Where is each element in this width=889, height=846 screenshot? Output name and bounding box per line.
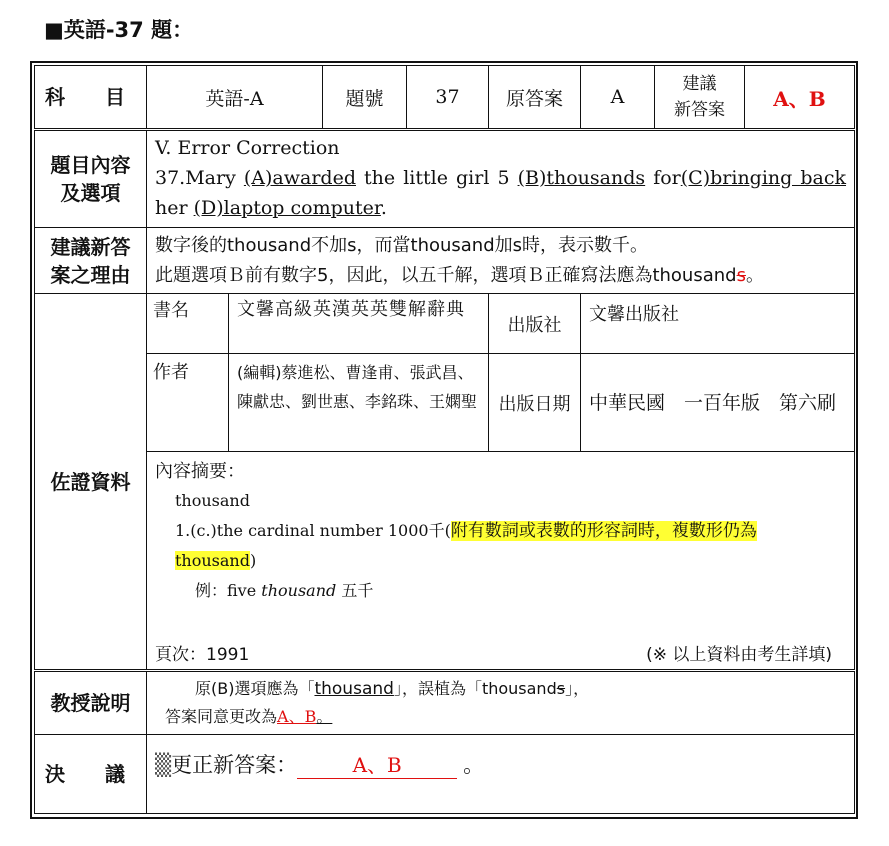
professor-line-1 [155,675,846,703]
professor-label: 教授說明 [35,671,147,735]
decision-answer: A、B [297,749,457,779]
q-mid2: for [645,167,681,189]
reason-label-2: 案之理由 [50,262,131,287]
reason-row [35,228,855,294]
definition [155,516,846,546]
reason-label-1: 建議新答 [50,234,131,259]
option-d: (D)laptop computer [193,197,381,219]
subject-row [35,66,855,130]
page-heading [44,14,193,44]
definition-prefix: 1.(c.)the cardinal number 1000千( [175,521,451,540]
suggest-value: A、B [745,66,855,130]
question-content [147,130,855,228]
definition-cont [155,546,846,576]
pubdate-value: 中華民國 一百年版 第六刷 [581,354,855,452]
qnum-label: 題號 [323,66,407,130]
decision-label: 決 議 [45,762,125,786]
q-mid1: the little girl 5 [356,167,518,189]
answer-review-table [34,65,855,814]
question-section: V. Error Correction [155,137,340,159]
definition-close: ) [249,551,257,570]
prof-line2-end: 。 [316,707,333,726]
reason-struck-s: s [736,264,746,286]
note: (※ 以上資料由考生詳填) [646,645,832,665]
question-label-2: 及選項 [60,181,121,205]
reason-content [147,228,855,294]
prof-correct-word: thousand [314,679,394,699]
decision-text: 更正新答案： [171,753,298,777]
reason-label-cell [35,228,147,294]
subject-label: 科 目 [45,85,125,109]
author-row [35,354,855,452]
book-row [35,294,855,354]
question-label-1: 題目內容 [50,153,131,177]
summary-row [35,452,855,671]
reason-line-2-end: 。 [745,264,764,286]
book-label: 書名 [147,294,229,354]
subject-value: 英語-A [147,66,323,130]
orig-answer-value: A [581,66,655,130]
professor-content [147,671,855,735]
reason-line-2 [155,261,846,291]
prof-line1-c: 」， [565,679,590,698]
book-value: 文馨高級英漢英英雙解辭典 [229,294,489,354]
subject-label-cell [35,66,147,130]
option-b: (B)thousands [517,167,646,189]
reason-line-2-text: 此題選項Ｂ前有數字5，因此，以五千解，選項Ｂ正確寫法應為thousand [155,264,737,286]
definition-highlight-2: thousand [175,551,250,570]
decision-end: 。 [463,753,485,777]
prof-line1-a: 原(B)選項應為「 [195,679,315,698]
prof-struck-s: s [556,679,566,698]
author-value: (編輯)蔡進松、曹逢甫、張武昌、陳獻忠、劉世惠、李銘珠、王嫻聖 [229,354,489,452]
square-bullet: ■ [44,18,64,42]
orig-answer-label: 原答案 [489,66,581,130]
question-sentence [155,163,846,223]
suggest-label-2: 新答案 [674,100,725,120]
option-a: (A)awarded [243,167,356,189]
pubdate-label: 出版日期 [489,354,581,452]
page-number: 頁次：1991 [155,645,250,665]
example-word: thousand [261,581,337,600]
entry-word: thousand [175,491,250,510]
question-label-cell [35,130,147,228]
q-mid3: her [155,197,194,219]
prof-line2-a: 答案同意更改為 [165,707,278,726]
q-end: . [380,197,387,219]
professor-row [35,671,855,735]
publisher-value: 文馨出版社 [581,294,855,354]
example [155,576,846,606]
checkbox-icon: ▒ [155,753,172,777]
suggest-label-1: 建議 [682,74,717,94]
example-label: 例：five [195,581,262,600]
definition-highlight-1: 附有數詞或表數的形容詞時，複數形仍為 [450,521,757,541]
professor-line-2 [155,703,846,731]
q-prefix: 37.Mary [155,167,244,189]
publisher-label: 出版社 [489,294,581,354]
evidence-label: 佐證資料 [35,294,147,671]
heading-title: 英語-37 題： [63,18,194,42]
reason-line-1: 數字後的thousand不加s，而當thousand加s時，表示數千。 [155,234,649,256]
question-row [35,130,855,228]
summary-label: 內容摘要： [155,461,245,482]
author-label: 作者 [147,354,229,452]
decision-content [147,735,855,814]
decision-label-cell [35,735,147,814]
option-c: (C)bringing back [680,167,847,189]
example-zh: 五千 [336,581,374,600]
prof-answer: A、B [277,707,317,726]
suggest-label-cell [655,66,745,130]
qnum-value: 37 [407,66,489,130]
prof-line1-b: 」，誤植為「thousand [393,679,557,698]
summary-content [147,452,855,671]
decision-row [35,735,855,814]
